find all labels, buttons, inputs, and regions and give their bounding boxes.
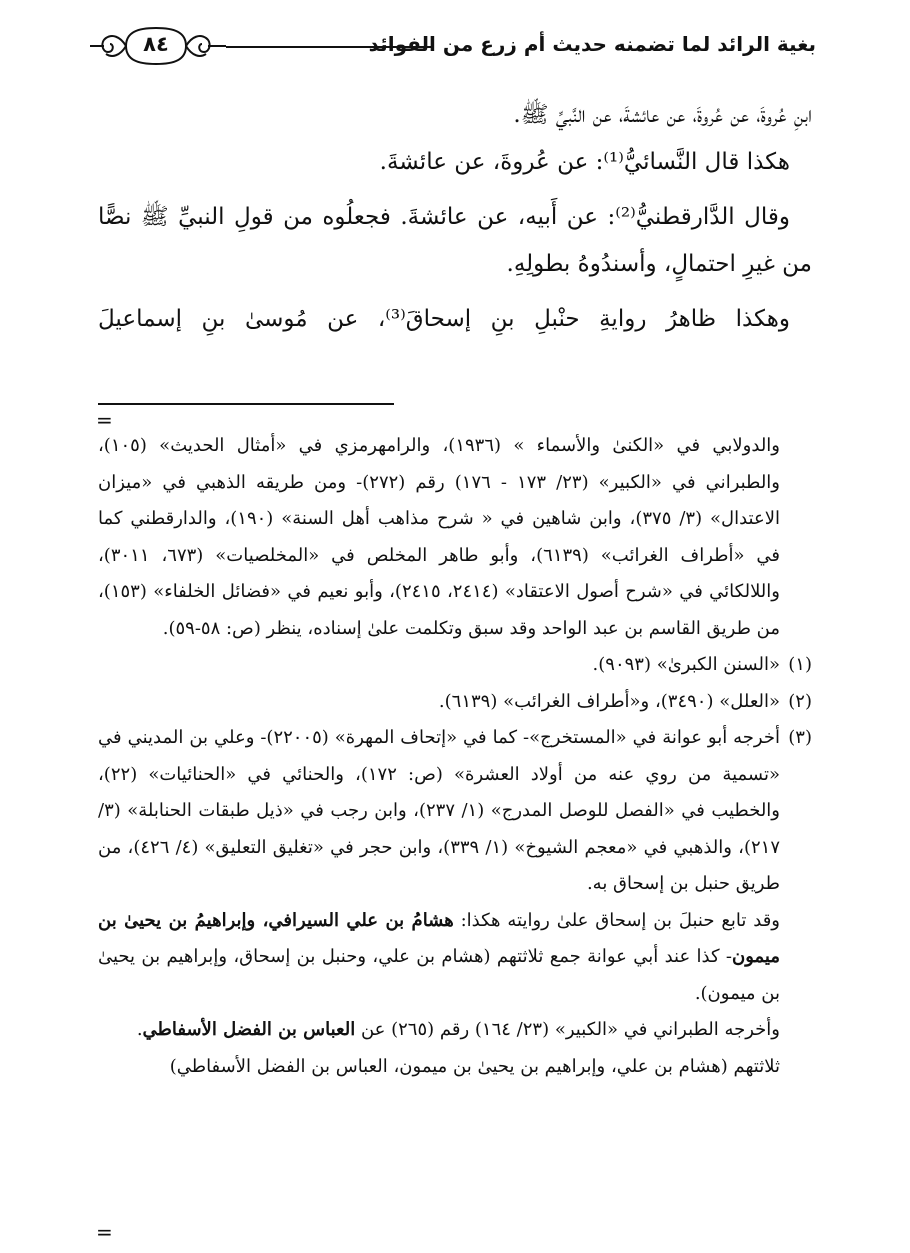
main-text (98, 92, 812, 343)
footnote-3 (98, 720, 812, 903)
footnote-text: «العلل» (٣٤٩٠)، و«أطراف الغرائب» (٦١٣٩). (438, 690, 780, 712)
footnote-text: «السنن الكبرىٰ» (٩٠٩٣). (592, 654, 780, 675)
footnote-carryover: والدولابي في «الكنىٰ والأسماء » (١٩٣٦)، والرامهرمزي في «أمثال الحديث» (١٠٥)، والطبراني في «الكبير» (٢٣/ ١٧٣ - ١٧٦) رقم (٢٧٢)- ومن طريقه الذهبي في «ميزان الاعتدال» (٣/ ٣٧٥)، وابن شاهين في « شرح مذاهب أهل السنة» (١٩٠)، والدارقطني كما في «أطراف الغرائب» (٦١٣٩)، وأبو طاهر المخلص في «المخلصيات» (٦٧٣، ٣٠١١)، واللالكائي في «شرح أصول الاعتقاد» (٢٤١٤، ٢٤١٥)، وأبو نعيم في «فضائل الخلفاء» (١٥٣)، من طريق القاسم بن عبد الواحد وقد سبق وتكلمت علىٰ إسناده، ينظر (ص: ٥٨-٥٩). (98, 435, 781, 639)
main-paragraph-1: ابنِ عُروةَ، عن عُروةَ، عن عائشةَ، عن النَّبيِّ ﷺ. (513, 102, 812, 128)
footnote-continues-mark: = (96, 1220, 113, 1244)
footnote-text: - كذا عند أبي عوانة جمع ثلاثتهم (هشام بن علي، وحنبل بن إسحاق، وإبراهيم بن يحيىٰ بن ميمون). (98, 946, 780, 1004)
footnote-3-paragraph-4: ثلاثتهم (هشام بن علي، وإبراهيم بن يحيىٰ بن ميمون، العباس بن الفضل الأسفاطي) (169, 1055, 780, 1077)
footnote-text: وأخرجه الطبراني في «الكبير» (٢٣/ ١٦٤) رقم (٢٦٥) عن (355, 1019, 780, 1040)
footnote-3-paragraph-2 (98, 903, 812, 1013)
page-number: ٨٤ (143, 32, 169, 56)
header-rule (226, 46, 431, 48)
footnote-number: (٣) (788, 727, 812, 748)
footnote-bold-names: هشامُ بن علي السيرافي، وإبراهيمُ بن يحيىٰ بن ميمون (98, 909, 780, 967)
main-paragraph-3: وقال الدَّارقطنيُّ⁽²⁾: عن أَبيه، عن عائشةَ. فجعلُوه من قولِ النبيِّ ﷺ نصًّا من غيرِ احتمالٍ، وأسندُوهُ بطولِهِ. (98, 204, 812, 277)
footnote-1 (98, 647, 812, 684)
footnotes (98, 428, 812, 1085)
footnote-text: وقد تابع حنبلَ بن إسحاق علىٰ روايته هكذا: (453, 909, 780, 931)
running-title: بغية الرائد لما تضمنه حديث أم زرع من الفوائد (368, 32, 816, 56)
footnote-continuation-mark: = (96, 408, 113, 432)
footnote-number: (٢) (788, 690, 812, 712)
footnote-separator (98, 403, 394, 405)
footnote-bold-names: العباس بن الفضل الأسفاطي (142, 1019, 356, 1040)
footnote-text: . (136, 1019, 143, 1040)
running-header (86, 22, 816, 70)
footnote-text: أخرجه أبو عوانة في «المستخرج»- كما في «إتحاف المهرة» (٢٢٠٠٥)- وعلي بن المديني في «تسمية من روي عنه من أولاد العشرة» (ص: ١٧٢)، والحنائي في «الحنائيات» (٢٢)، والخطيب في «الفصل للوصل المدرج» (١/ ٢٣٧)، وابن رجب في «ذيل طبقات الحنابلة» (٣/ ٢١٧)، والذهبي في «معجم الشيوخ» (١/ ٣٣٩)، وابن حجر في «تغليق التعليق» (٤/ ٤٢٦)، من طريق حنبل بن إسحاق به. (98, 727, 781, 894)
main-paragraph-4: وهكذا ظاهرُ روايةِ حنْبلِ بنِ إسحاقَ⁽³⁾، عن مُوسىٰ بنِ إسماعيلَ (98, 306, 790, 332)
footnote-3-paragraph-3 (98, 1012, 812, 1049)
footnote-number: (١) (788, 654, 812, 675)
footnote-2 (98, 684, 812, 721)
main-paragraph-2: هكذا قال النَّسائيُّ⁽¹⁾: عن عُروةَ، عن عائشةَ. (379, 149, 790, 175)
